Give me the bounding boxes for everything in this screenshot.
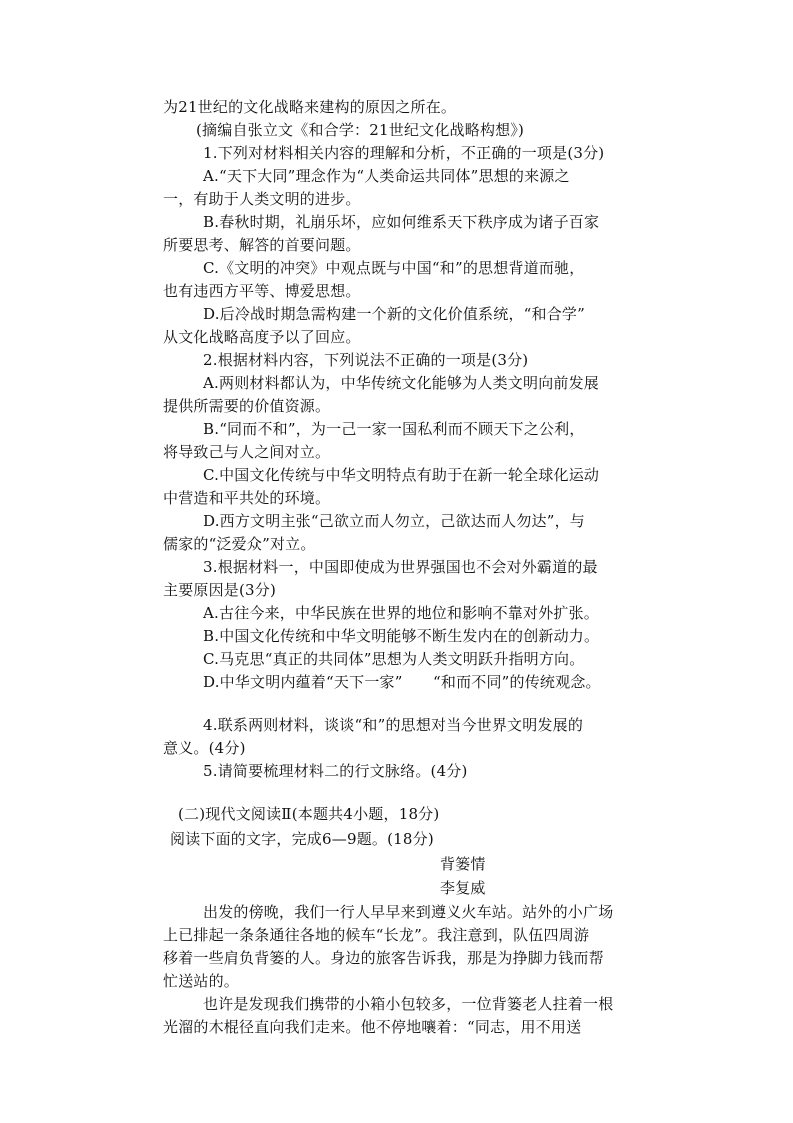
q2-option-b-line2: 将导致己与人之间对立。 — [163, 443, 331, 461]
q1-option-b-line1: B.春秋时期，礼崩乐坏，应如何维系天下秩序成为诸子百家 — [203, 213, 600, 231]
paragraph-1-line4: 忙送站的。 — [163, 972, 240, 990]
question-1-stem: 1.下列对材料相关内容的理解和分析，不正确的一项是(3分) — [203, 144, 605, 162]
q1-option-b-line2: 所要思考、解答的首要问题。 — [163, 236, 361, 254]
q2-option-a-line1: A.两则材料都认为，中华传统文化能够为人类文明向前发展 — [203, 374, 600, 392]
question-5: 5.请简要梳理材料二的行文脉络。(4分) — [203, 762, 468, 780]
intro-line: 为21世纪的文化战略来建构的原因之所在。 — [163, 98, 457, 116]
q1-option-d-line2: 从文化战略高度予以了回应。 — [163, 328, 361, 346]
paragraph-2-line2: 光溜的木棍径直向我们走来。他不停地嚷着：“同志，用不用送 — [163, 1018, 582, 1036]
q1-option-a-line2: 一，有助于人类文明的进步。 — [163, 190, 361, 208]
section-title: (二)现代文阅读Ⅱ(本题共4小题，18分) — [178, 805, 440, 823]
paragraph-2-line1: 也许是发现我们携带的小箱小包较多，一位背篓老人拄着一根 — [203, 995, 614, 1013]
question-2-stem: 2.根据材料内容，下列说法不正确的一项是(3分) — [203, 351, 529, 369]
q2-option-d-line1: D.西方文明主张“己欲立而人勿立，己欲达而人勿达”，与 — [203, 512, 585, 530]
paragraph-1-line2: 上已排起一条条通往各地的候车“长龙”。我注意到，队伍四周游 — [163, 926, 590, 944]
q3-option-a: A.古往今来，中华民族在世界的地位和影响不靠对外扩张。 — [203, 604, 600, 622]
q2-option-a-line2: 提供所需要的价值资源。 — [163, 397, 331, 415]
q1-option-a-line1: A.“天下大同”理念作为“人类命运共同体”思想的来源之 — [203, 167, 570, 185]
q2-option-c-line1: C.中国文化传统与中华文明特点有助于在新一轮全球化运动 — [203, 466, 600, 484]
q2-option-c-line2: 中营造和平共处的环境。 — [163, 489, 331, 507]
question-3-stem-line1: 3.根据材料一，中国即使成为世界强国也不会对外霸道的最 — [203, 558, 598, 576]
paragraph-1-line1: 出发的傍晚，我们一行人早早来到遵义火车站。站外的小广场 — [203, 903, 614, 921]
question-4-line2: 意义。(4分) — [163, 739, 246, 757]
q2-option-d-line2: 儒家的“泛爱众”对立。 — [163, 535, 316, 553]
q2-option-b-line1: B.“同而不和”，为一己一家一国私利而不顾天下之公利， — [203, 420, 585, 438]
source-citation: (摘编自张立文《和合学：21世纪文化战略构想》) — [196, 121, 525, 139]
q1-option-c-line2: 也有违西方平等、博爱思想。 — [163, 282, 361, 300]
question-4-line1: 4.联系两则材料，谈谈“和”的思想对当今世界文明发展的 — [203, 716, 584, 734]
article-author: 李复威 — [440, 879, 486, 897]
q1-option-d-line1: D.后冷战时期急需构建一个新的文化价值系统，“和合学” — [203, 305, 585, 323]
paragraph-1-line3: 移着一些肩负背篓的人。身边的旅客告诉我，那是为挣脚力钱而帮 — [163, 949, 604, 967]
q1-option-c-line1: C.《文明的冲突》中观点既与中国“和”的思想背道而驰， — [203, 259, 585, 277]
instruction: 阅读下面的文字，完成6—9题。(18分) — [170, 830, 434, 848]
q3-option-d: D.中华文明内蕴着“天下一家” “和而不同”的传统观念。 — [203, 673, 601, 691]
question-3-stem-line2: 主要原因是(3分) — [163, 581, 277, 599]
q3-option-b: B.中国文化传统和中华文明能够不断生发内在的创新动力。 — [203, 627, 600, 645]
article-title: 背篓情 — [440, 855, 486, 873]
q3-option-c: C.马克思“真正的共同体”思想为人类文明跃升指明方向。 — [203, 650, 585, 668]
